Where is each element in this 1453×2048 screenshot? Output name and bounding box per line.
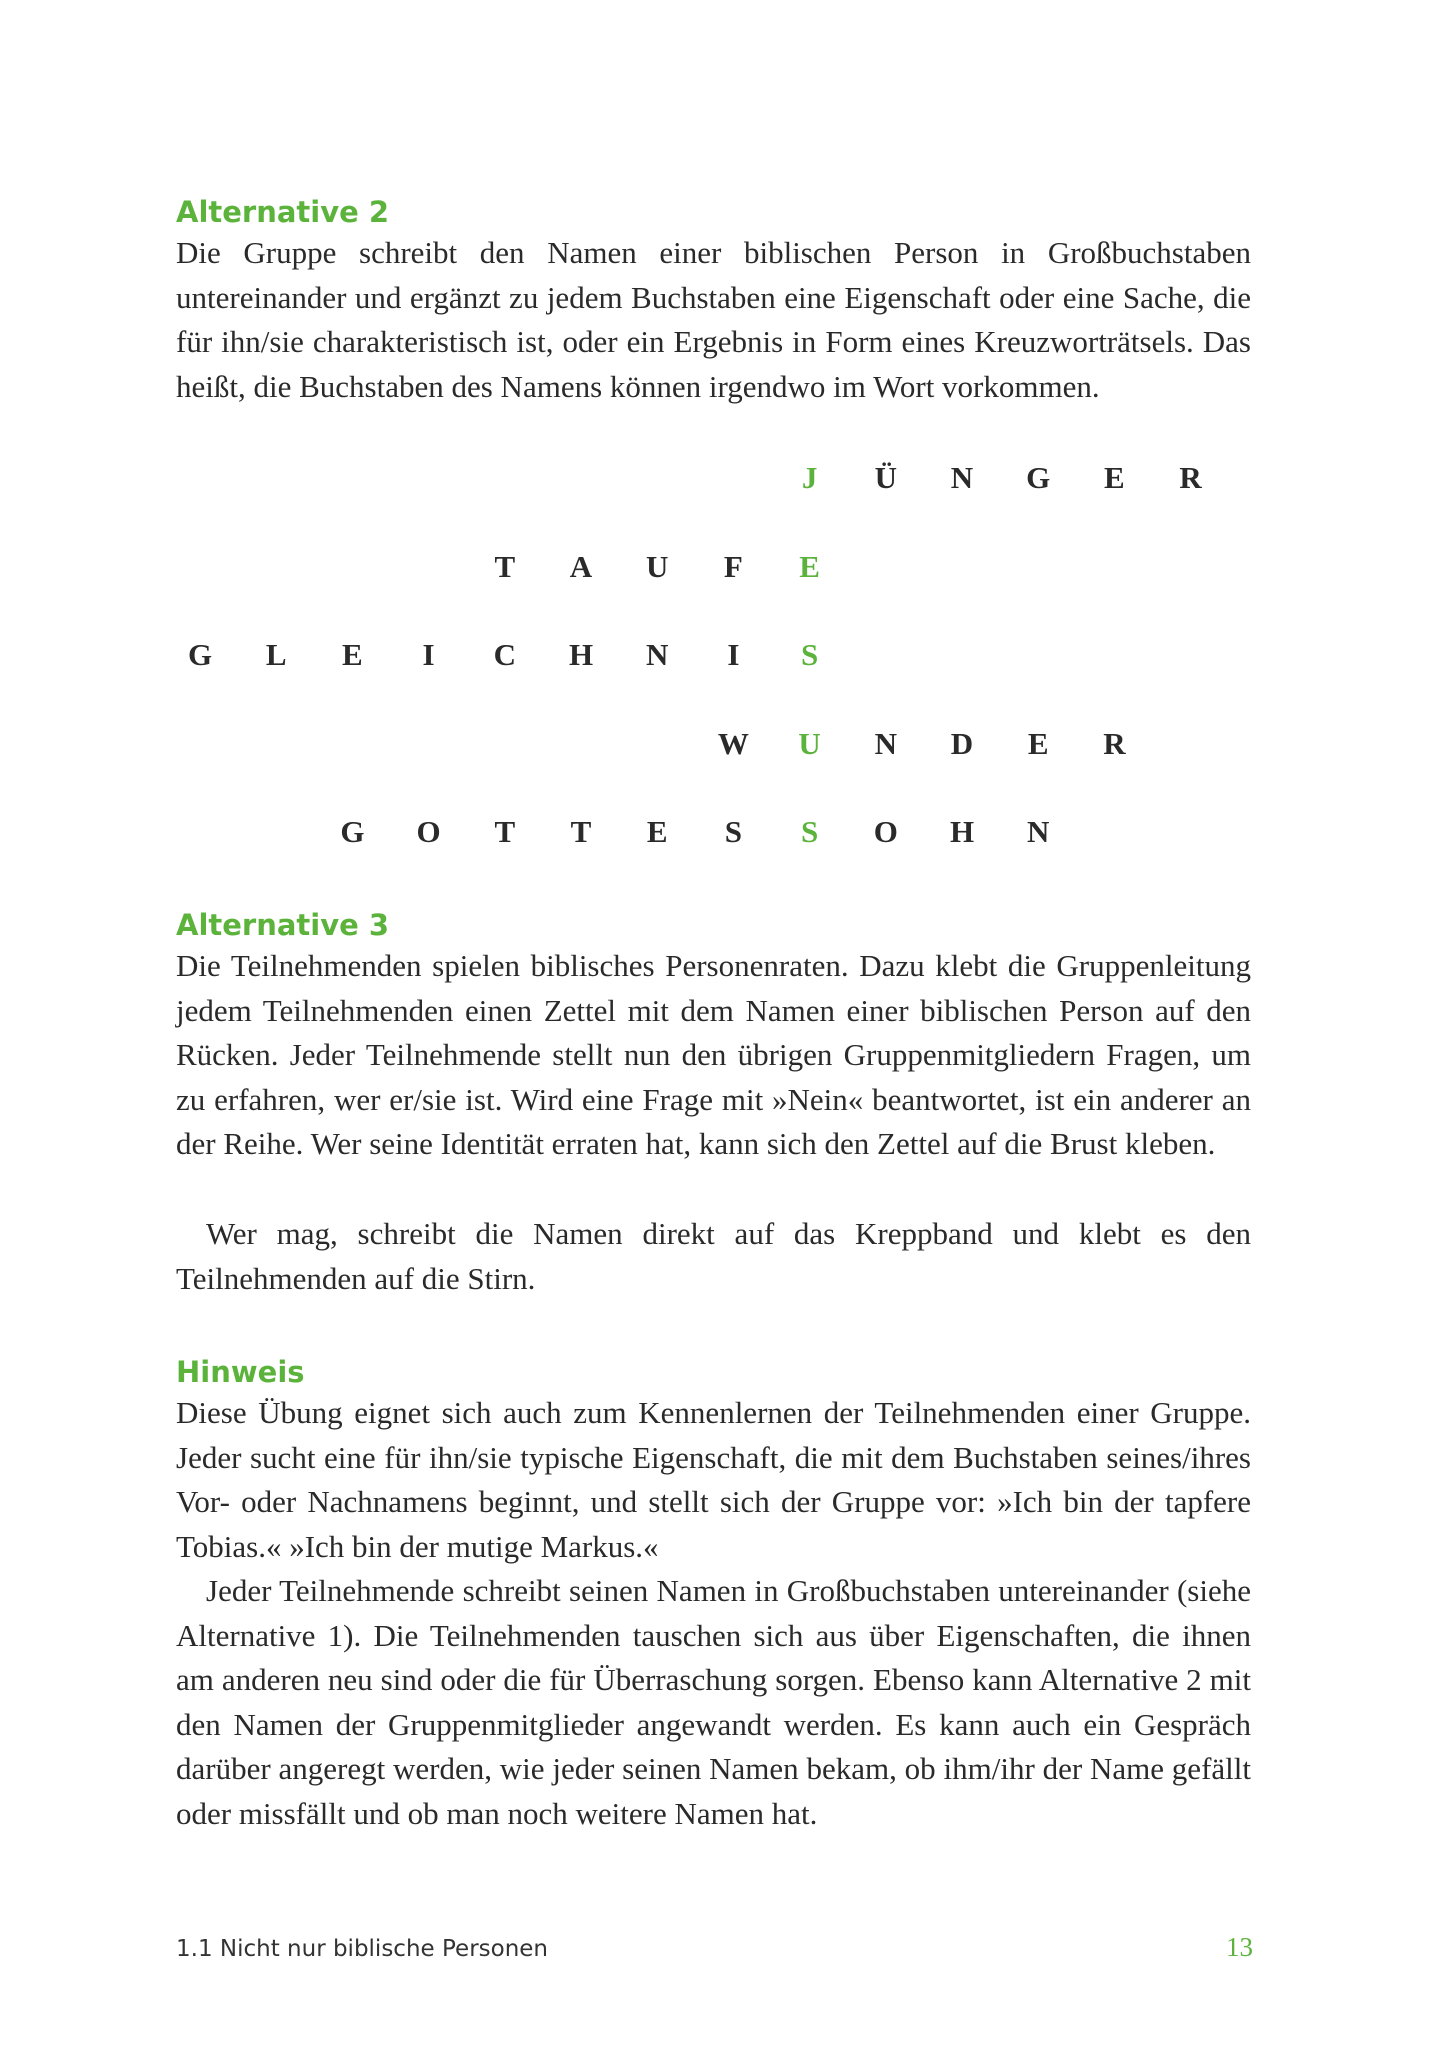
puzzle-letter: G [1026,460,1051,495]
puzzle-letter: T [494,814,516,849]
puzzle-letter: I [422,637,435,672]
alternative-3-paragraph-2: Wer mag, schreibt die Namen direkt auf das Kreppband und klebt es den Teilnehmenden auf die Stirn. [176,1216,1251,1296]
puzzle-letter: E [1027,725,1049,761]
puzzle-letter: T [570,814,592,849]
puzzle-letter: E [342,637,363,672]
puzzle-letter: N [874,725,897,761]
puzzle-letter: N [950,460,974,495]
puzzle-key-letter: E [799,548,820,584]
puzzle-letter: O [873,814,898,849]
puzzle-letter: T [494,548,516,584]
puzzle-key-letter: U [798,725,821,761]
puzzle-letter: E [1104,460,1125,495]
puzzle-letter: H [949,814,975,849]
puzzle-key-letter: J [801,460,818,495]
hinweis-paragraph-2: Jeder Teilnehmende schreibt seinen Namen in Großbuchstaben untereinander (siehe Alternative 1). Die Teilnehmenden tauschen sich aus über Eigenschaften, die ihnen am anderen neu sind oder die für Überraschung sorgen. Ebenso kann Alternative 2 mit den Namen der Gruppenmitglieder angewandt werden. Es kann auch ein Gespräch darüber angeregt werden, wie jeder seinen Namen bekam, ob ihm/ihr der Name gefällt oder missfällt und ob man noch weitere Namen hat. [176,1573,1251,1831]
footer-section-title: 1.1 Nicht nur biblische Personen [176,1936,549,1962]
puzzle-letter: I [727,637,740,672]
puzzle-letter: E [646,814,668,849]
alternative-2-paragraph: Die Gruppe schreibt den Namen einer biblischen Person in Großbuchstaben untereinander und ergänzt zu jedem Buchstaben eine Eigenschaft oder eine Sache, die für ihn/sie charakteristisch ist, oder ein Ergebnis in Form eines Kreuzworträtsels. Das heißt, die Buchstaben des Namens können irgendwo im Wort vorkommen. [176,235,1251,404]
puzzle-letter: N [645,637,669,672]
alternative-3-heading: Alternative 3 [176,908,390,942]
puzzle-letter: R [1103,725,1126,761]
puzzle-letter: D [950,725,974,761]
alternative-2-heading: Alternative 2 [176,195,390,229]
puzzle-letter: G [340,814,365,849]
alternative-3-paragraph-1: Die Teilnehmenden spielen biblisches Personenraten. Dazu klebt die Gruppenleitung jedem Teilnehmenden einen Zettel mit dem Namen einer biblischen Person auf den Rücken. Jeder Teilnehmende stellt nun den übrigen Gruppenmitgliedern Fragen, um zu erfahren, wer er/sie ist. Wird eine Frage mit »Nein« beantwortet, ist ein anderer an der Reihe. Wer seine Identität erraten hat, kann sich den Zettel auf die Brust kleben. [176,948,1251,1161]
puzzle-letter: A [569,548,593,584]
hinweis-heading: Hinweis [176,1355,305,1389]
hinweis-paragraph-1: Diese Übung eignet sich auch zum Kennenlernen der Teilnehmenden einer Gruppe. Jeder sucht eine für ihn/sie typische Eigenschaft, die mit dem Buchstaben seines/ihres Vor- oder Nachnamens beginnt, und stellt sich der Gruppe vor: »Ich bin der tapfere Tobias.« »Ich bin der mutige Markus.« [176,1395,1251,1564]
puzzle-letter: F [723,548,743,584]
puzzle-letter: L [265,637,287,672]
puzzle-letter: G [187,637,213,672]
puzzle-key-letter: S [800,814,819,849]
puzzle-letter: U [645,548,669,584]
puzzle-letter: Ü [874,460,897,495]
puzzle-letter: N [1026,814,1050,849]
puzzle-letter: S [724,814,743,849]
puzzle-letter: R [1179,460,1202,495]
puzzle-letter: O [416,814,441,849]
puzzle-letter: H [568,637,594,672]
puzzle-letter: W [717,725,749,761]
page-number: 13 [1226,1932,1253,1962]
puzzle-letter: C [493,637,516,672]
puzzle-key-letter: S [800,637,819,672]
